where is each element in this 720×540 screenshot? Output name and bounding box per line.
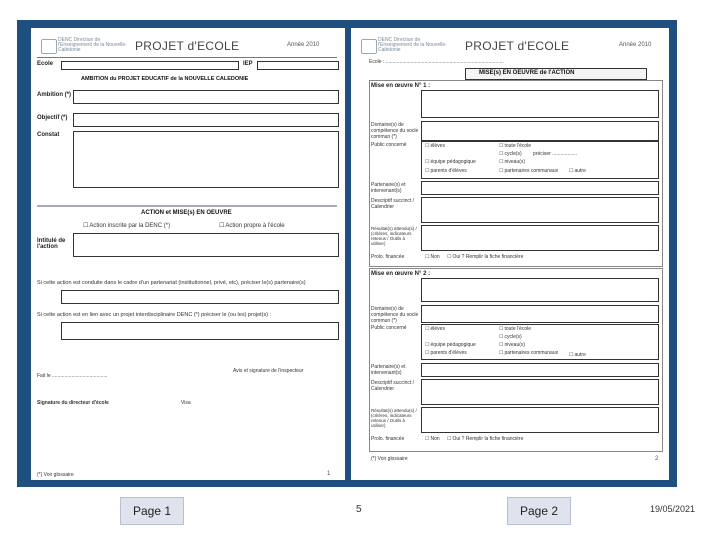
footnote: (*) Voir glossaire xyxy=(37,472,74,478)
interdisc-field[interactable] xyxy=(61,322,339,340)
constat-field[interactable] xyxy=(73,131,339,188)
resultats-label: Résultat(s) attendu(s) / (critères, indicateurs retenus / Outils à utiliser) xyxy=(371,226,417,246)
denc-logo-icon xyxy=(361,39,377,54)
avis-text: Avis et signature de l'inspecteur xyxy=(233,368,304,374)
public-autre-checkbox[interactable]: ☐ autre xyxy=(569,168,586,174)
preciser-text: préciser .................. xyxy=(533,151,578,157)
ecole-label: Ecole xyxy=(37,61,54,67)
public-niveaux-checkbox[interactable]: ☐ niveau(x) xyxy=(499,159,525,165)
signature-label: Signature du directeur d'école xyxy=(37,400,109,406)
mise1-field[interactable] xyxy=(421,90,659,118)
descriptif-label: Descriptif succinct / Calendrier xyxy=(371,380,415,392)
page-title: PROJET d'ECOLE xyxy=(465,39,570,53)
public-partenaires-checkbox[interactable]: ☐ partenaires communaux xyxy=(499,350,558,356)
domaine-label: Domaine(s) de compétence du socle commun (*) xyxy=(371,306,419,324)
divider xyxy=(37,205,337,207)
ecole-label: Ecole : ..................................................................................... xyxy=(369,59,504,65)
page2-button[interactable]: Page 2 xyxy=(507,497,571,525)
document-page-1 xyxy=(31,28,345,480)
ecole-field[interactable] xyxy=(61,61,239,70)
section-action: ACTION et MISE(s) EN OEUVRE xyxy=(141,210,232,216)
prolo-label: Prolo. financée xyxy=(371,436,405,442)
ambition-field[interactable] xyxy=(73,90,339,104)
public-parents-checkbox[interactable]: ☐ parents d'élèves xyxy=(425,168,467,174)
resultats-label: Résultat(s) attendu(s) / (critères, indicateurs retenus / Outils à utiliser) xyxy=(371,408,417,428)
public-partenaires-checkbox[interactable]: ☐ partenaires communaux xyxy=(499,168,558,174)
document-page-2 xyxy=(351,28,669,480)
public-parents-checkbox[interactable]: ☐ parents d'élèves xyxy=(425,350,467,356)
mise2-field[interactable] xyxy=(421,278,659,302)
partenaires-label: Partenaire(s) et intervenant(s) xyxy=(371,182,406,194)
partenariat-text: Si cette action est conduite dans le cadre d'un partenariat (institutionnel, privé, etc), préciser le(s) partenaire(s) xyxy=(37,280,306,286)
page1-button[interactable]: Page 1 xyxy=(120,497,184,525)
action-propre-checkbox[interactable]: ☐ Action propre à l'école xyxy=(219,222,285,229)
page-number: 1 xyxy=(327,471,331,477)
iep-label: IEP xyxy=(243,61,253,67)
public-label: Public concerné xyxy=(371,142,407,148)
prolo-oui-checkbox[interactable]: ☐ Oui ? Remplir la fiche financière xyxy=(447,436,523,442)
public-eleves-checkbox[interactable]: ☐ élèves xyxy=(425,143,445,149)
public-niveaux-checkbox[interactable]: ☐ niveau(x) xyxy=(499,342,525,348)
logo-text: DENC Direction de l'Enseignement de la Nouvelle-Calédonie xyxy=(58,37,127,53)
partenaires-field[interactable] xyxy=(421,363,659,377)
year-label: Année 2010 xyxy=(287,42,320,48)
partenariat-field[interactable] xyxy=(61,290,339,304)
objectif-label: Objectif (*) xyxy=(37,115,68,121)
page-title: PROJET d'ECOLE xyxy=(135,39,240,53)
constat-label: Constat xyxy=(37,132,60,138)
resultats-field[interactable] xyxy=(421,407,659,433)
intitule-field[interactable] xyxy=(73,233,339,257)
public-equipe-checkbox[interactable]: ☐ équipe pédagogique xyxy=(425,159,476,165)
partenaires-field[interactable] xyxy=(421,181,659,195)
descriptif-field[interactable] xyxy=(421,379,659,405)
mise1-title: Mise en œuvre N° 1 : xyxy=(371,83,431,89)
logo-text: DENC Direction de l'Enseignement de la Nouvelle-Calédonie xyxy=(378,37,447,53)
section-ambition: AMBITION du PROJET EDUCATIF de la NOUVELLE CALEDONIE xyxy=(81,76,249,82)
prolo-label: Prolo. financée xyxy=(371,254,405,260)
resultats-field[interactable] xyxy=(421,225,659,251)
mise2-title: Mise en œuvre N° 2 : xyxy=(371,271,431,277)
footnote: (*) Voir glossaire xyxy=(371,456,408,462)
prolo-non-checkbox[interactable]: ☐ Non xyxy=(425,436,440,442)
domaine-field[interactable] xyxy=(421,305,659,323)
year-label: Année 2010 xyxy=(619,42,652,48)
section-title: MISE(s) EN OEUVRE de l'ACTION xyxy=(479,70,575,76)
objectif-field[interactable] xyxy=(73,113,339,127)
interdisc-text: Si cette action est en lien avec un projet interdisciplinaire DENC (*) préciser le (ou les) projet(s) : xyxy=(37,312,272,318)
public-cycle-checkbox[interactable]: ☐ cycle(s) xyxy=(499,151,522,157)
iep-field[interactable] xyxy=(257,61,339,70)
public-eleves-checkbox[interactable]: ☐ élèves xyxy=(425,326,445,332)
slide-number: 5 xyxy=(356,504,362,515)
ambition-label: Ambition (*) xyxy=(37,92,71,98)
visa-label: Visa xyxy=(181,400,191,406)
page-number: 2 xyxy=(655,456,659,462)
denc-logo-icon xyxy=(41,39,57,54)
action-inscrite-checkbox[interactable]: ☐ Action inscrite par la DENC (*) xyxy=(83,222,170,229)
fait-le: Fait le ........................................ xyxy=(37,373,108,379)
document-frame xyxy=(17,20,677,487)
descriptif-field[interactable] xyxy=(421,197,659,223)
descriptif-label: Descriptif succinct / Calendrier xyxy=(371,198,415,210)
partenaires-label: Partenaire(s) et intervenant(s) xyxy=(371,364,406,376)
date-label: 19/05/2021 xyxy=(650,504,696,514)
domaine-label: Domaine(s) de compétence du socle commun (*) xyxy=(371,122,419,140)
public-label: Public concerné xyxy=(371,325,407,331)
public-cycle-checkbox[interactable]: ☐ cycle(s) xyxy=(499,334,522,340)
domaine-field[interactable] xyxy=(421,121,659,141)
divider xyxy=(37,57,337,58)
public-toute-ecole-checkbox[interactable]: ☐ toute l'école xyxy=(499,326,531,332)
public-toute-ecole-checkbox[interactable]: ☐ toute l'école xyxy=(499,143,531,149)
intitule-label: Intitulé de l'action xyxy=(37,238,66,250)
public-equipe-checkbox[interactable]: ☐ équipe pédagogique xyxy=(425,342,476,348)
public-autre-checkbox[interactable]: ☐ autre xyxy=(569,352,586,358)
prolo-oui-checkbox[interactable]: ☐ Oui ? Remplir la fiche financière xyxy=(447,254,523,260)
prolo-non-checkbox[interactable]: ☐ Non xyxy=(425,254,440,260)
